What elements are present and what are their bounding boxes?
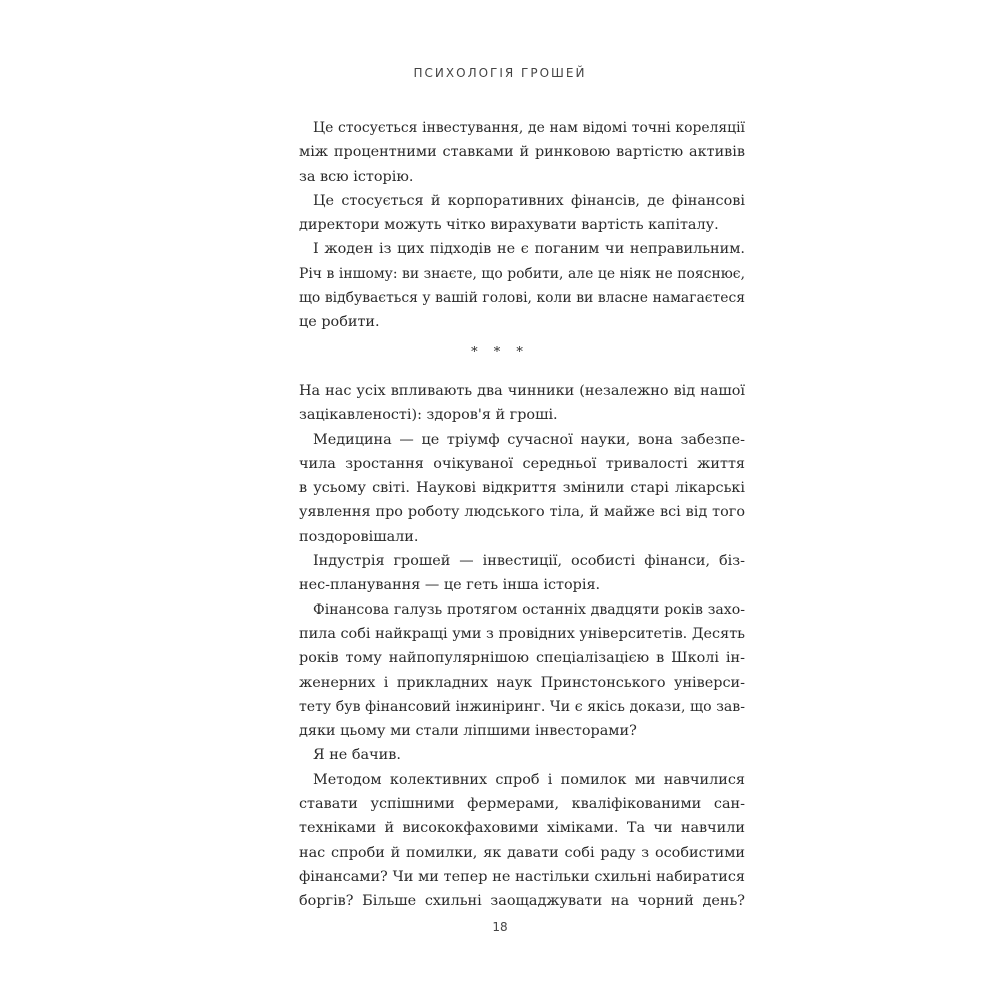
text-line: Медицина — це тріумф сучасної науки, вона забезпе- [313, 431, 745, 448]
text-line: Річ в іншому: ви знаєте, що робити, але це ніяк не пояснює, [299, 265, 745, 282]
text-line: техніками й висококфаховими хіміками. Та чи навчили [299, 820, 745, 837]
text-line: нес-планування — це геть інша історія. [299, 577, 601, 594]
text-line: І жоден із цих підходів не є поганим чи неправильним. [313, 241, 745, 258]
text-line: уявлення про роботу людського тіла, й майже всі від того [299, 504, 745, 521]
text-line: чила зростання очікуваної середньої тривалості життя [299, 455, 745, 472]
text-line: зацікавленості): здоров'я й гроші. [299, 407, 558, 424]
text-line: це робити. [299, 314, 380, 331]
text-line: за всю історію. [299, 168, 414, 185]
text-line: років тому найпопулярнішою спеціалізацією в Школі ін- [299, 650, 745, 667]
text-block-1 [299, 116, 745, 335]
text-line: ставати успішними фермерами, кваліфікованими сан- [299, 796, 745, 813]
text-line: Це стосується інвестування, де нам відомі точні кореляції [313, 120, 745, 136]
text-line: тету був фінансовий інжиніринг. Чи є якісь докази, що зав- [299, 698, 745, 715]
text-line: нас спроби й помилки, як давати собі раду з особистими [299, 844, 745, 861]
section-separator: * * * [471, 345, 529, 360]
text-line: Методом колективних спроб і помилок ми навчилися [313, 771, 745, 788]
page-number: 18 [492, 920, 508, 934]
text-line: між процентними ставками й ринковою вартістю активів [299, 144, 745, 161]
text-line: На нас усіх впливають два чинники (незалежно від нашої [299, 383, 745, 399]
text-line: Фінансова галузь протягом останніх двадцяти років захо- [313, 601, 745, 618]
text-line: в усьому світі. Наукові відкриття змінили старі лікарські [299, 480, 745, 497]
text-line: женерних і прикладних наук Принстонського універси- [299, 674, 745, 691]
text-line: директори можуть чітко вирахувати вартість капіталу. [299, 217, 719, 234]
text-line: дяки цьому ми стали ліпшими інвесторами? [299, 723, 637, 740]
text-line: фінансами? Чи ми тепер не настільки схильні набиратися [299, 868, 745, 885]
text-line: Я не бачив. [313, 747, 401, 764]
text-line: Це стосується й корпоративних фінансів, де фінансові [313, 192, 745, 209]
text-block-2 [299, 379, 745, 914]
text-line: боргів? Більше схильні заощаджувати на чорний день? [299, 893, 745, 910]
text-line: поздоровішали. [299, 528, 419, 545]
text-line: що відбувається у вашій голові, коли ви власне намагаєтеся [299, 290, 745, 307]
running-head-title: ПСИХОЛОГІЯ ГРОШЕЙ [413, 66, 587, 80]
text-line: Індустрія грошей — інвестиції, особисті фінанси, біз- [313, 553, 745, 570]
text-line: пила собі найкращі уми з провідних університетів. Десять [299, 625, 745, 642]
